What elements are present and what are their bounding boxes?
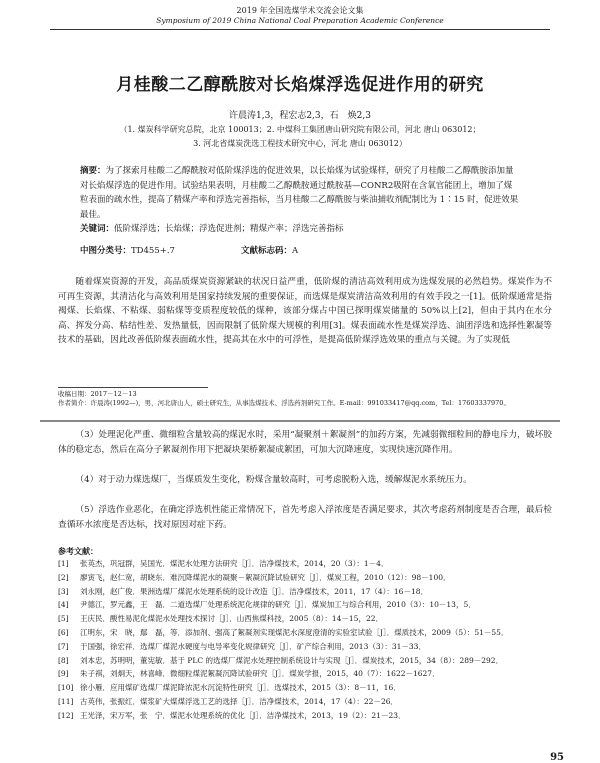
clc-value: TD455+.7 xyxy=(131,246,175,256)
footnote-author-bio: 作者简介：许晨涛(1992—)，男，河北唐山人，硕士研究生，从事选煤技术、浮选药剂研究工作。E-mail：991033417@qq.com，Tel：17603337970。 xyxy=(58,399,510,407)
reference-item xyxy=(58,612,552,626)
reference-item xyxy=(58,571,552,585)
footnote-received: 收稿日期：2017－12－13 xyxy=(58,390,137,398)
body-paragraph: （5）浮选作业恶化，在确定浮选机性能正常情况下，首先考虑入浮浓度是否满足要求，其次考虑药剂制度是否合理，最后检查循环水浓度是否达标，找对原因对症下药。 xyxy=(58,505,552,530)
page-separator xyxy=(40,420,560,422)
reference-item xyxy=(58,681,552,695)
page-number: 95 xyxy=(550,752,564,763)
reference-text: 徐小雁．应用煤矿选煤厂煤泥降浓泥水沉淀特性研究［J］．选煤技术，2015（3）：8－11，16． xyxy=(80,683,401,693)
reference-number: [6] xyxy=(58,627,69,637)
doc-code-label: 文献标志码： xyxy=(241,246,293,256)
footnote-rule xyxy=(58,387,208,388)
body-paragraph: （4）对于动力煤选煤厂，当煤质发生变化，粉煤含量较高时，可考虑脱粉入选，缓解煤泥水系统压力。 xyxy=(75,475,472,485)
reference-number: [1] xyxy=(58,559,69,568)
header-rule xyxy=(50,29,550,30)
reference-number: [9] xyxy=(58,669,69,679)
intro-paragraph: 随着煤炭资源的开发，高品质煤炭资源紧缺的状况日益严重，低阶煤的清洁高效利用成为选煤发展的必然趋势。煤炭作为不可再生资源，其清洁化与高效利用是国家持续发展的重要保证，而选煤是煤炭清洁高效利用的有效手段之一[1]。低阶煤通常是指褐煤、长焰煤、不粘煤、弱粘煤等变质程度较低的煤种，该部分煤占中国已探明煤炭储量的 50%以上[2]，但由于其内在水分高、挥发分高、粘结性差、发热量低，因而限制了低阶煤大规模的利用[3]。煤表面疏水性是煤炭浮选、油团浮选和选择性絮凝等技术的基础，因此改善低阶煤表面疏水性，提高其在水中的可浮性，是提高低阶煤浮选效果的重点与关键。为了实现低 xyxy=(58,277,552,346)
reference-item xyxy=(58,695,552,709)
reference-item xyxy=(58,585,552,599)
reference-text: 王光泽，宋万军，张 宁．煤泥水处理系统的优化［J］．洁净煤技术，2013，19（2）：21－23． xyxy=(80,710,406,720)
classification-line xyxy=(80,244,520,256)
reference-text: 朱子祺，刘炯天，林喜峰．微细粒煤泥絮凝沉降试验研究［J］．煤炭学报，2015，40（7）：1622－1627． xyxy=(80,669,440,679)
reference-item xyxy=(58,598,552,612)
reference-number: [7] xyxy=(58,641,69,651)
reference-item xyxy=(58,626,552,640)
affiliation-line-2: 3. 河北省煤炭洗选工程技术研究中心，河北 唐山 063012） xyxy=(193,139,407,148)
reference-text: 刘永刚，赵广俊．果洲选煤厂煤泥水处理系统的设计改造［J］．洁净煤技术，2011，17（4）：16－18． xyxy=(80,586,428,596)
author-list: 许晨涛1,3，程宏志2,3，石 焕2,3 xyxy=(229,111,371,121)
reference-number: [5] xyxy=(58,614,69,624)
abstract-block xyxy=(80,164,520,237)
references-heading: 参考文献： xyxy=(58,546,98,556)
reference-item xyxy=(58,640,552,654)
abstract-label: 摘要： xyxy=(80,166,106,176)
reference-text: 张英杰，巩冠群，吴国光．煤泥水处理方法研究［J］．洁净煤技术，2014，20（3）：1－4． xyxy=(80,559,389,568)
reference-item xyxy=(58,667,552,681)
reference-number: [3] xyxy=(58,586,69,596)
reference-number: [4] xyxy=(58,600,69,610)
reference-number: [11] xyxy=(58,696,74,706)
doc-code-value: A xyxy=(292,246,299,256)
abstract-text: 为了探索月桂酸二乙醇酰胺对低阶煤浮选的促进效果，以长焰煤为试验煤样，研究了月桂酸二乙醇酰胺添加量对长焰煤浮选的促进作用。试验结果表明，月桂酸二乙醇酰胺通过酰胺基—CONR2吸附在含氧官能团上，增加了煤粒表面的疏水性，提高了精煤产率和浮选完善指标，当月桂酸二乙醇酰胺与柴油捕收剂配制比为 1∶15 时，促进效果最佳。 xyxy=(80,166,519,220)
body-paragraph: （3）处理泥化严重、微细粒含量较高的煤泥水时，采用“凝聚剂＋絮凝剂”的加药方案，先减弱微细粒间的静电斥力，破坏胶体的稳定态，然后在高分子絮凝剂作用下把凝块架桥絮凝成絮团，可加大沉降速度，实现快速沉降作用。 xyxy=(58,430,552,455)
reference-text: 江明东，宋 晓，鄢 磊，等．添加剂、强高了絮凝剂实现煤泥水深度澄清的实验室试验［J］．煤质技术，2009（5）：51－55． xyxy=(80,627,509,637)
affiliation-line-1: （1. 煤炭科学研究总院，北京 100013；2. 中煤科工集团唐山研究院有限公司，河北 唐山 063012； xyxy=(119,125,481,134)
paper-title: 月桂酸二乙醇酰胺对长焰煤浮选促进作用的研究 xyxy=(116,75,484,95)
reference-text: 刘本忠，苏明明，董宪敏．基于 PLC 的选煤厂煤泥水处理控制系统设计与实现［J］．煤炭技术，2015，34（8）：289－292． xyxy=(80,655,504,665)
abstract xyxy=(80,164,520,222)
reference-item xyxy=(58,709,552,723)
header-english: Symposium of 2019 China National Coal Preparation Academic Conference xyxy=(156,16,444,25)
reference-number: [10] xyxy=(58,683,74,693)
reference-text: 廖寅飞，赵仁宽，胡晓东．难沉降煤泥水的凝聚－絮凝沉降试验研究［J］．煤炭工程，2010（12）：98－100． xyxy=(80,572,451,582)
reference-text: 王庆民．酸性易泥化煤泥水处理技术探讨［J］．山西焦煤科技，2005（8）：14－15，22． xyxy=(80,614,383,624)
reference-number: [8] xyxy=(58,655,69,665)
keywords-label: 关键词： xyxy=(80,224,115,234)
reference-list xyxy=(58,557,552,723)
reference-item xyxy=(58,557,552,571)
reference-number: [2] xyxy=(58,572,69,582)
clc-label: 中图分类号： xyxy=(80,246,132,256)
reference-number: [12] xyxy=(58,710,74,720)
keywords-text: 低阶煤浮选；长焰煤；浮选促进剂；精煤产率；浮选完善指标 xyxy=(114,224,344,234)
header-chinese: 2019 年全国选煤学术交流会论文集 xyxy=(236,6,364,15)
reference-text: 于国强，徐宏祥．选煤厂煤泥水硬度与电导率变化规律研究［J］．矿产综合利用，2013（3）：31－33． xyxy=(80,641,426,651)
reference-text: 尹德江，罗元鑫，王 磊．二道选煤厂处理系统泥化规律的研究［J］．煤炭加工与综合利用，2010（3）：10－13，5． xyxy=(80,600,476,610)
reference-item xyxy=(58,654,552,668)
reference-text: 古英伟，张振红．煤浆矿大煤煤浮选工艺的选择［J］．洁净煤技术，2014，17（4）：22－26． xyxy=(80,696,398,706)
keywords xyxy=(80,222,520,237)
running-header xyxy=(0,6,600,26)
